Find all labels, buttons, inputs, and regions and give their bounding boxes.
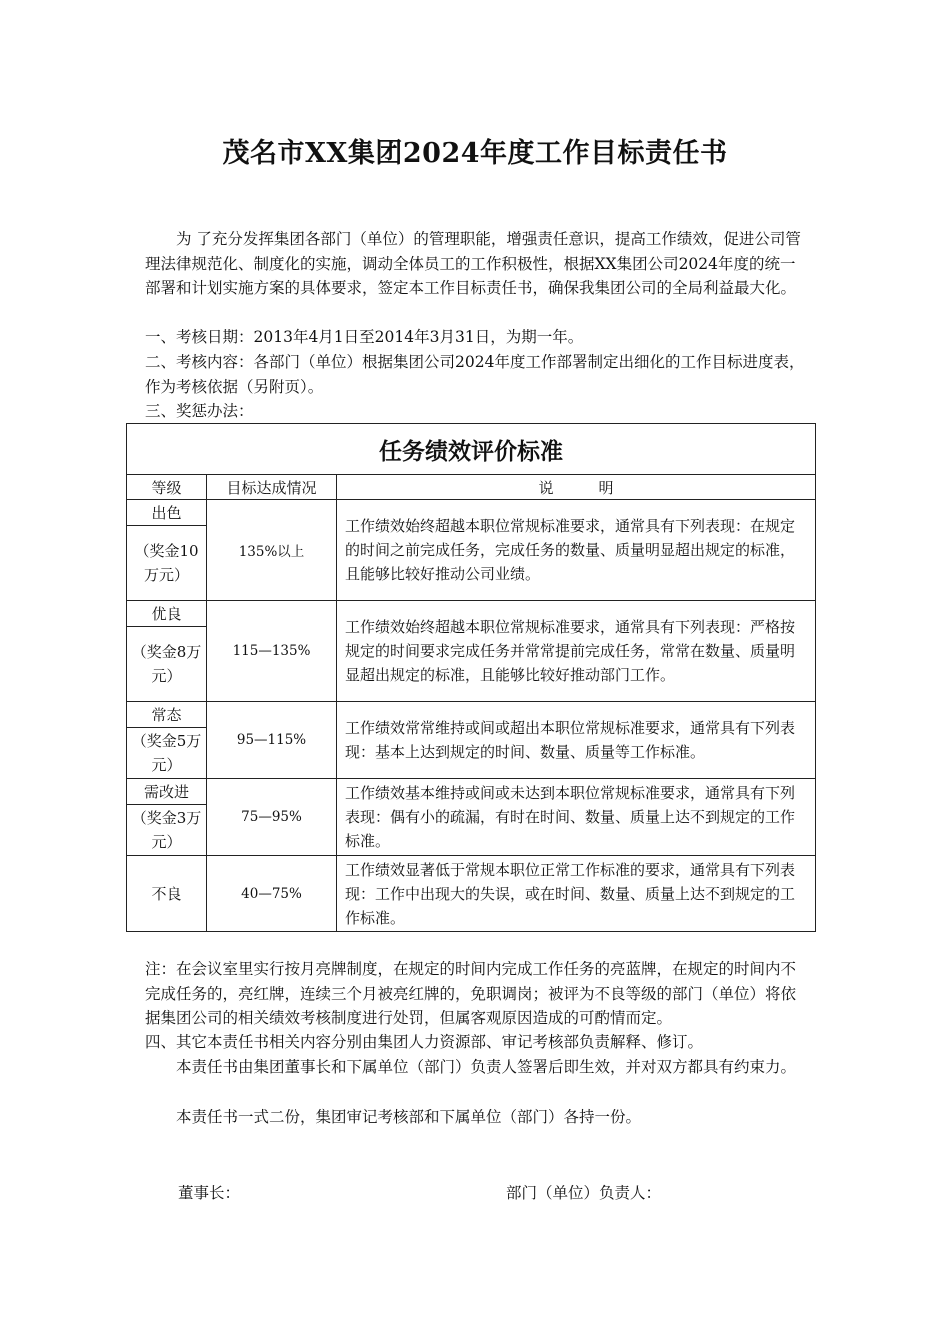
table-row [127, 856, 816, 932]
range-value: 115—135% [207, 601, 337, 702]
table-header-row [127, 475, 816, 500]
table-row [127, 500, 816, 526]
bonus-label: （奖金3万元） [127, 805, 207, 856]
interpretation-clause: 四、其它本责任书相关内容分别由集团人力资源部、审记考核部负责解释、修订。 [145, 1033, 704, 1051]
level-label: 优良 [127, 601, 207, 627]
range-value: 135%以上 [207, 500, 337, 601]
level-description: 工作绩效始终超越本职位常规标准要求，通常具有下列表现：严格按规定的时间要求完成任务并常常提前完成任务，常常在数量、质量明显超出规定的标准，且能够比较好推动部门工作。 [337, 601, 816, 702]
level-label: 出色 [127, 500, 207, 526]
level-label: 需改进 [127, 779, 207, 805]
range-value: 95—115% [207, 702, 337, 779]
level-description: 工作绩效显著低于常规本职位正常工作标准的要求，通常具有下列表现：工作中出现大的失误，或在时间、数量、质量上达不到规定的工作标准。 [337, 856, 816, 932]
assessment-period: 一、考核日期：2013年4月1日至2014年3月31日，为期一年。 [145, 328, 584, 346]
bonus-label: （奖金5万元） [127, 728, 207, 779]
level-label: 不良 [127, 856, 207, 932]
effectiveness-clause: 本责任书由集团董事长和下属单位（部门）负责人签署后即生效，并对双方都具有约束力。 [176, 1058, 797, 1076]
chairman-signature-label: 董事长： [178, 1184, 241, 1202]
bonus-label: （奖金10万元） [127, 526, 207, 601]
performance-table [126, 423, 816, 932]
department-head-signature-label: 部门（单位）负责人： [506, 1184, 662, 1202]
level-label: 常态 [127, 702, 207, 728]
table-caption: 任务绩效评价标准 [127, 424, 816, 475]
assessment-content: 二、考核内容：各部门（单位）根据集团公司2024年度工作部署制定出细化的工作目标进度表，作为考核依据（另附页）。 [145, 353, 805, 396]
range-value: 75—95% [207, 779, 337, 856]
header-level: 等级 [127, 475, 207, 500]
header-achievement: 目标达成情况 [207, 475, 337, 500]
copies-clause: 本责任书一式二份，集团审记考核部和下属单位（部门）各持一份。 [176, 1108, 642, 1126]
level-description: 工作绩效常常维持或间或超出本职位常规标准要求，通常具有下列表现：基本上达到规定的时间、数量、质量等工作标准。 [337, 702, 816, 779]
range-value: 40—75% [207, 856, 337, 932]
bonus-label: （奖金8万元） [127, 627, 207, 702]
table-row [127, 601, 816, 627]
document-title: 茂名市XX集团2024年度工作目标责任书 [222, 138, 728, 169]
note-paragraph: 注：在会议室里实行按月亮牌制度，在规定的时间内完成工作任务的亮蓝牌，在规定的时间内不完成任务的，亮红牌，连续三个月被亮红牌的，免职调岗；被评为不良等级的部门（单位）将依据集团公司的相关绩效考核制度进行处罚，但属客观原因造成的可酌情而定。 [145, 960, 797, 1027]
header-description: 说 明 [337, 475, 816, 500]
table-row [127, 702, 816, 728]
intro-paragraph: 为 了充分发挥集团各部门（单位）的管理职能，增强责任意识，提高工作绩效，促进公司管理法律规范化、制度化的实施，调动全体员工的工作积极性，根据XX集团公司2024年度的统一部署和计划实施方案的具体要求，签定本工作目标责任书，确保我集团公司的全局利益最大化。 [145, 230, 801, 297]
reward-penalty-heading: 三、奖惩办法： [145, 402, 254, 420]
level-description: 工作绩效基本维持或间或未达到本职位常规标准要求，通常具有下列表现：偶有小的疏漏，有时在时间、数量、质量上达不到规定的工作标准。 [337, 779, 816, 856]
table-row [127, 779, 816, 805]
level-description: 工作绩效始终超越本职位常规标准要求，通常具有下列表现：在规定的时间之前完成任务，完成任务的数量、质量明显超出规定的标准，且能够比较好推动公司业绩。 [337, 500, 816, 601]
